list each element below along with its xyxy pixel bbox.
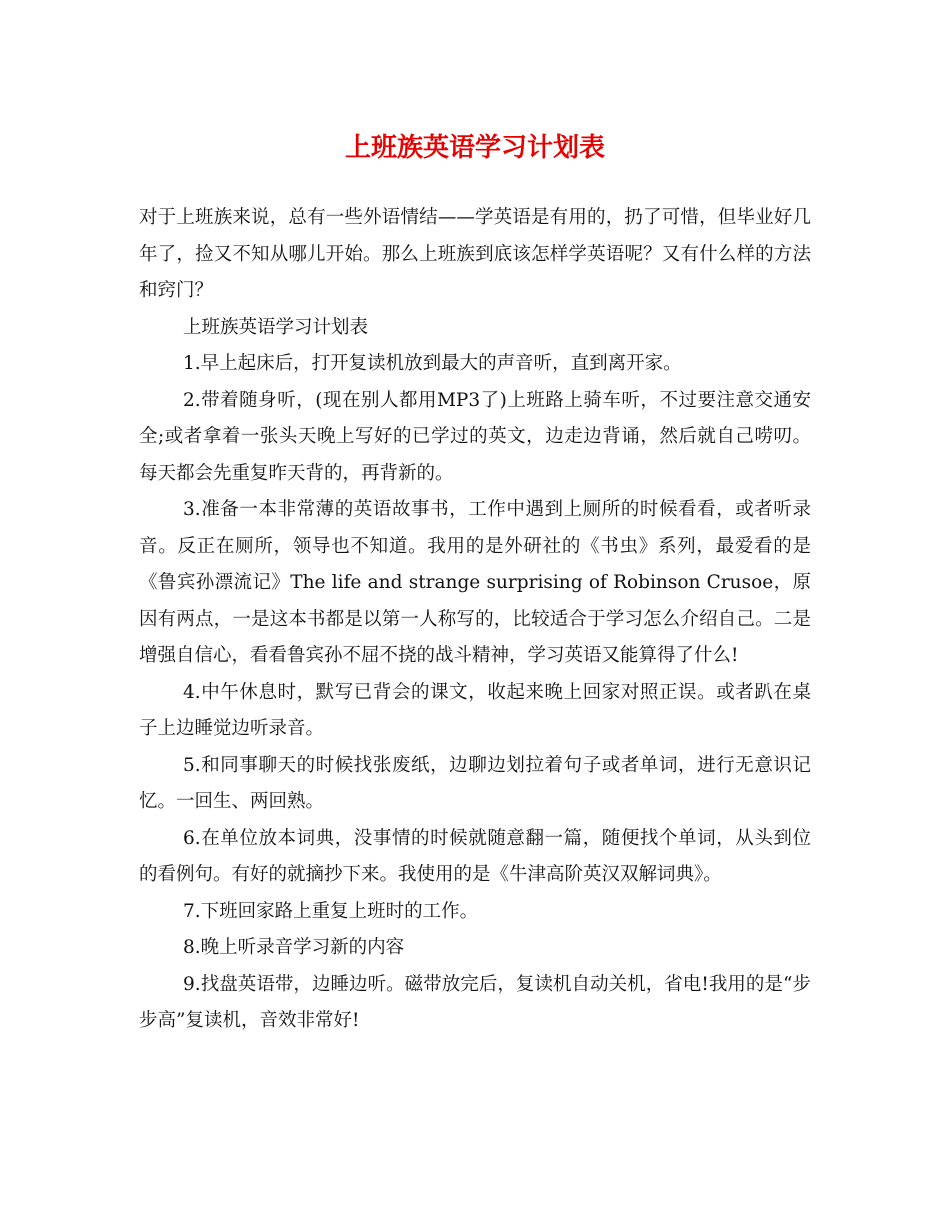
document-title: 上班族英语学习计划表 [344, 133, 605, 163]
document-body [139, 200, 811, 1040]
intro-paragraph: 对于上班族来说，总有一些外语情结——学英语是有用的，扔了可惜，但毕业好几年了，捡又不知从哪儿开始。那么上班族到底该怎样学英语呢？又有什么样的方法和窍门？ [139, 207, 811, 301]
plan-item-8: 8.晚上听录音学习新的内容 [183, 937, 405, 958]
plan-item-6: 6.在单位放本词典，没事情的时候就随意翻一篇，随便找个单词，从头到位的看例句。有好的就摘抄下来。我使用的是《牛津高阶英汉双解词典》。 [139, 827, 811, 885]
plan-item-3: 3.准备一本非常薄的英语故事书，工作中遇到上厕所的时候看看，或者听录音。反正在厕所，领导也不知道。我用的是外研社的《书虫》系列，最爱看的是《鲁宾孙漂流记》The life and strange surprising of Robinson Crusoe，原因有两点，一是这本书都是以第一人称写的，比较适合于学习怎么介绍自己。二是增强自信心，看看鲁宾孙不屈不挠的战斗精神，学习英语又能算得了什么! [139, 499, 811, 666]
plan-item-9: 9.找盘英语带，边睡边听。磁带放完后，复读机自动关机，省电!我用的是“步步高”复读机，音效非常好! [139, 973, 811, 1031]
plan-item-7: 7.下班回家路上重复上班时的工作。 [183, 900, 479, 922]
section-heading: 上班族英语学习计划表 [183, 316, 369, 338]
plan-item-1: 1.早上起床后，打开复读机放到最大的声音听，直到离开家。 [183, 353, 682, 374]
plan-item-4: 4.中午休息时，默写已背会的课文，收起来晚上回家对照正误。或者趴在桌子上边睡觉边听录音。 [139, 681, 811, 739]
plan-item-2: 2.带着随身听，(现在别人都用MP3了)上班路上骑车听，不过要注意交通安全;或者拿着一张头天晚上写好的已学过的英文，边走边背诵，然后就自己唠叨。每天都会先重复昨天背的，再背新的。 [139, 389, 811, 484]
plan-item-5: 5.和同事聊天的时候找张废纸，边聊边划拉着句子或者单词，进行无意识记忆。一回生、两回熟。 [139, 754, 811, 812]
